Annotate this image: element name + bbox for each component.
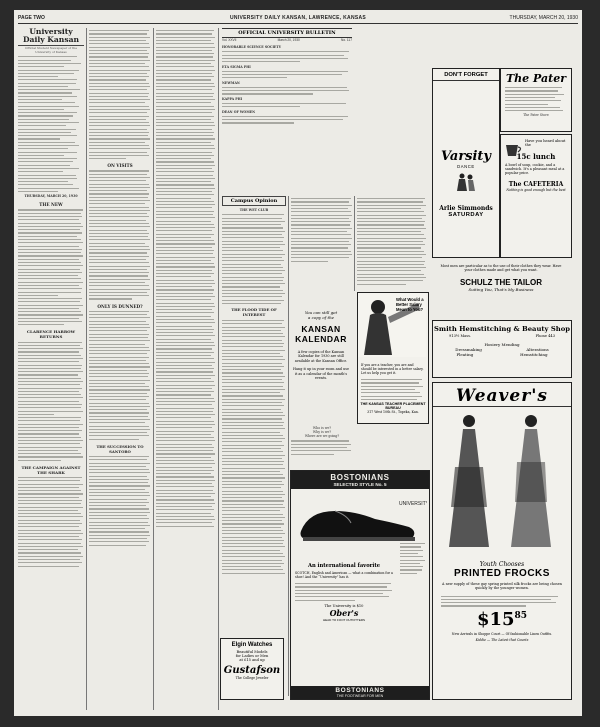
smith-service-2: Dressmaking	[455, 347, 482, 352]
cafeteria-tagline: Nothing is good enough but the best	[506, 188, 566, 193]
teacher-headline-2: Better Salary	[396, 302, 422, 307]
bulletin-item-5: DEAN OF WOMEN	[222, 109, 256, 114]
bostonians-tagline: An international favorite	[307, 563, 381, 569]
teacher-headline-1: What Would a	[396, 297, 424, 302]
kalendar-body-1: A few copies of the Kansan Kalendar for 1930 are still available at the Kansan Office.	[294, 350, 348, 363]
schulz-lead: Most men are particular as to the use of their clothes they wear. Have your clothes made and get what you want.	[440, 264, 562, 273]
masthead-subtitle: Official Student Newspaper of the University of Kansas	[25, 46, 77, 55]
smith-service-1: Hosiery Mending	[484, 342, 520, 347]
obers-logo: Ober's	[329, 607, 359, 618]
editorial-text-3	[18, 477, 84, 567]
bostonians-body: SCOTCH, English and American — what a combination for a shoe! And the “University” has it.	[295, 571, 393, 579]
dance-label: DANCE	[457, 164, 475, 169]
elgin-line-3: at £15 and up	[239, 658, 265, 662]
news-text-4	[89, 456, 151, 546]
news-heading-succession: THE SUCCESSION TO SANTORO	[96, 443, 144, 454]
editorial-text-2	[18, 342, 84, 461]
smith-address: 913½ Mass.	[449, 334, 472, 338]
bulletin-meta	[222, 38, 352, 42]
poem-block	[291, 426, 353, 468]
bulletin-item-1: HONORABLE SCIENCE SOCIETY	[222, 45, 282, 50]
bostonians-title: BOSTONIANS	[330, 473, 390, 482]
weavers-price-dollars: $15	[476, 608, 515, 630]
campus-opinion-column-2	[291, 196, 353, 266]
issue-date: THURSDAY, MARCH 20, 1930	[509, 15, 578, 21]
cafeteria-name: The CAFETERIA	[508, 181, 564, 189]
campus-opinion-column	[222, 196, 286, 636]
editorial-text-1	[18, 209, 84, 325]
pater-title: The Pater	[506, 72, 566, 85]
dancers-icon	[451, 173, 481, 193]
bostonians-footer-sub: THE FOOTWEAR FOR MEN	[336, 694, 384, 698]
elgin-line-1: Beautiful Models	[236, 650, 268, 654]
gustafson-tagline: The College Jeweler	[235, 676, 269, 680]
bostonians-banner	[291, 471, 429, 489]
masthead-date: THURSDAY, MARCH 20, 1930	[24, 194, 78, 199]
kansan-kalendar-ad[interactable]	[290, 310, 352, 422]
column-rule	[86, 28, 87, 710]
poem-line-1: Who is we?	[312, 426, 332, 430]
cafeteria-price: 15c lunch	[516, 151, 556, 161]
dance-day: SATURDAY	[448, 212, 484, 218]
smith-title: Smith Hemstitching & Beauty Shop	[434, 325, 570, 333]
bulletin-item-4: KAPPA PHI	[222, 96, 243, 101]
news-text-1	[89, 30, 151, 159]
campus-opinion-title: Campus Opinion	[222, 196, 286, 206]
news-text-3	[89, 311, 151, 440]
page-number: PAGE TWO	[18, 15, 45, 21]
teacher-placement-ad[interactable]	[357, 292, 429, 424]
varsity-logo: Varsity	[441, 149, 491, 164]
campus-opinion-sub: THE WET CLUB	[239, 208, 269, 212]
news-text-2	[89, 170, 151, 299]
kalendar-title-1: KANSAN	[301, 324, 341, 334]
editorial-heading-3: THE CAMPAIGN AGAINST THE SHARK	[21, 464, 81, 475]
staff-box	[18, 56, 84, 192]
column-rule	[354, 196, 355, 291]
editorial-heading-2: CLARENCE HARROW RETURNS	[26, 329, 76, 340]
news-heading-visits: ON VISITS	[107, 163, 133, 169]
weavers-price-cents: 85	[514, 610, 528, 621]
bostonians-ad[interactable]	[290, 470, 430, 700]
masthead-title: University Daily Kansan	[18, 28, 84, 46]
kalendar-title-2: KALENDAR	[295, 334, 347, 344]
bulletin-date: March 20, 1930	[277, 38, 300, 42]
flood-tide-text	[222, 320, 286, 574]
elgin-line-2: for Ladies or Men	[235, 654, 269, 658]
editorial-heading-1: THE NEW	[39, 202, 63, 208]
gustafson-logo: Gustafson	[223, 665, 281, 676]
smith-phone: Phone 443	[535, 334, 555, 338]
paper-title: UNIVERSITY DAILY KANSAN, LAWRENCE, KANSAS	[229, 15, 367, 21]
shoe-side-text	[400, 541, 426, 576]
weavers-body: A new supply of these gay spring printed silk frocks are being chosen quickly by the younger women.	[442, 582, 562, 591]
newspaper-page	[14, 10, 582, 716]
bostonians-style: SELECTED STYLE No. 5	[333, 482, 387, 487]
pater-sub: The Pater Store	[523, 113, 549, 118]
elgin-title: Elgin Watches	[231, 642, 273, 648]
schulz-tagline: Suiting You, That's My Business	[468, 287, 534, 293]
elgin-watches-ad[interactable]	[220, 638, 284, 700]
weavers-footer: New Arrivals in Shoppe Court — Of fashionable Linen Outfits.	[451, 631, 553, 636]
band-name: Arlie Simmonds	[439, 205, 493, 212]
weavers-logo: Weaver's	[433, 386, 571, 407]
weavers-headline: PRINTED FROCKS	[454, 568, 550, 579]
smith-service-4: Pleating	[456, 352, 474, 357]
smith-beauty-ad[interactable]	[432, 320, 572, 378]
column-rule	[218, 28, 219, 710]
bostonians-footer	[291, 686, 429, 699]
page-header	[18, 13, 578, 24]
column-editorial	[18, 28, 84, 710]
column-rule	[288, 196, 289, 696]
teacher-bureau-name: THE KANSAS TEACHER PLACEMENT BUREAU	[360, 402, 426, 411]
bulletin-vol: Vol. XXVII	[222, 38, 237, 42]
cafeteria-lead: Have you heard about the	[525, 139, 566, 148]
coffee-cup-icon	[503, 139, 525, 159]
smith-service-5: Hemstitching	[520, 352, 548, 357]
shoe-illustration	[291, 489, 427, 549]
kalendar-body-2: Hang it up in your room and use it as a calendar of the month's events.	[293, 367, 349, 381]
flood-tide-heading: THE FLOOD TIDE OF INTEREST	[231, 306, 277, 317]
campus-opinion-text	[222, 214, 286, 304]
poem-line-3: Where are we going?	[304, 434, 340, 439]
pater-ad[interactable]	[500, 68, 572, 132]
kalendar-line-1: You can still get	[304, 310, 338, 315]
obers-tagline: HEAD TO FOOT OUTFITTERS	[322, 617, 365, 622]
smith-service-3: Alterations	[526, 347, 549, 352]
bostonians-footer-title: BOSTONIANS	[335, 687, 385, 694]
dress-models-illustration	[433, 407, 569, 557]
bulletin-item-3: NEWMAN	[222, 80, 240, 85]
schulz-tailor-ad[interactable]	[432, 262, 570, 316]
weavers-kicker: Youth Chooses	[479, 561, 525, 568]
cafeteria-ad[interactable]	[500, 134, 572, 258]
varsity-dance-ad[interactable]	[432, 68, 500, 258]
dont-forget-heading: DON'T FORGET	[433, 72, 499, 81]
weavers-ad[interactable]	[432, 382, 572, 700]
column-news-1	[89, 28, 151, 710]
column-news-2	[156, 28, 216, 640]
kalendar-line-2: a copy of the	[307, 315, 335, 320]
bulletin-title: OFFICIAL UNIVERSITY BULLETIN	[222, 28, 352, 38]
column-news-3	[357, 196, 427, 291]
weavers-footer-2: Kiddie — The Latest that Counts	[475, 637, 529, 642]
bostonians-price: The University is $10	[324, 603, 364, 608]
teacher-headline-3: Mean to You?	[396, 307, 424, 312]
news-heading-dunned: ONLY IS DUNNED?	[97, 303, 143, 309]
column-rule	[153, 28, 154, 710]
bulletin-item-2: ETA SIGMA PHI	[222, 64, 251, 69]
bulletin-no: No. 117	[341, 38, 352, 42]
teacher-bureau-address: 317 West 10th St., Topeka, Kan.	[367, 410, 419, 415]
cafeteria-body: A bowl of soup, cookie, and a sandwich. It's a pleasant meal at a popular price.	[505, 162, 565, 176]
news-text-5	[156, 30, 216, 527]
schulz-name: SCHULZ THE TAILOR	[459, 278, 543, 288]
poem-line-2: Why is we?	[312, 430, 332, 435]
shoe-label: UNIVERSITY	[399, 501, 427, 507]
teacher-body: If you are a teacher, you are and should be interested in a better salary. Let us help you get it.	[361, 363, 424, 375]
weavers-price	[433, 609, 571, 630]
